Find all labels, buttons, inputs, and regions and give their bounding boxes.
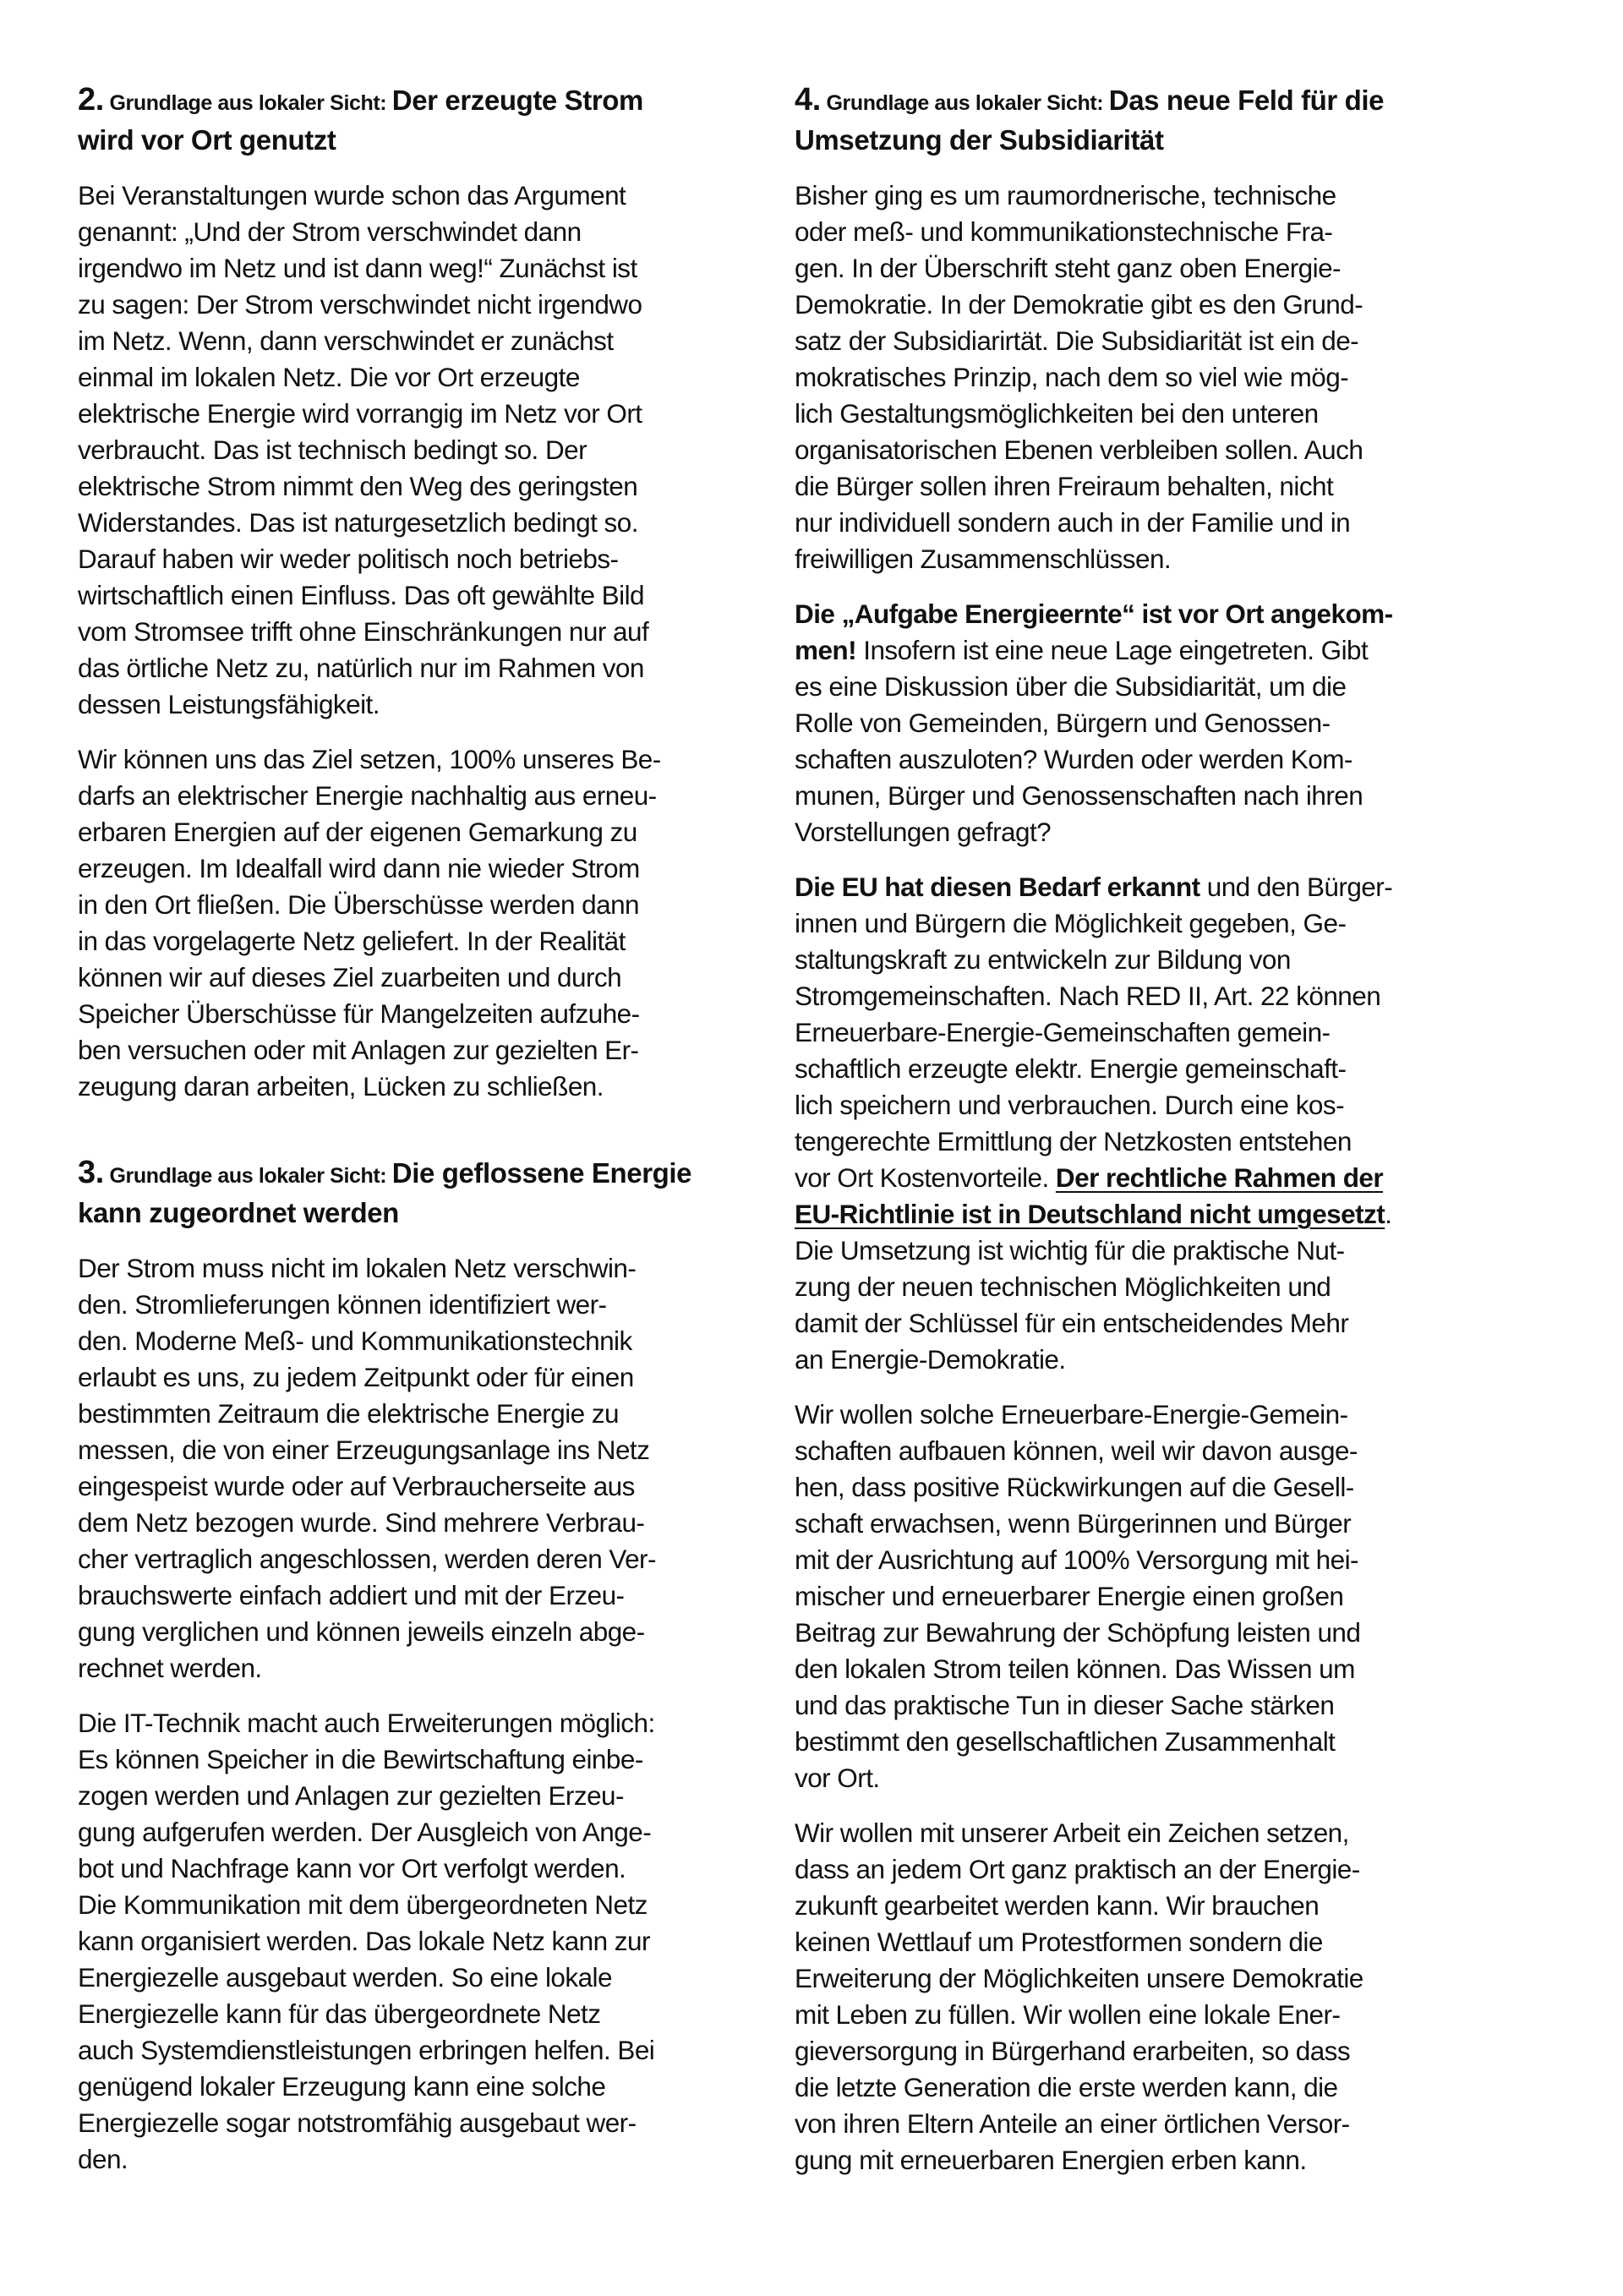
paragraph	[78, 1705, 754, 2178]
text-line: auch Systemdienstleistungen erbringen helfen. Bei	[78, 2035, 655, 2065]
section-number: 4.	[795, 82, 821, 118]
text-line: gung verglichen und können jeweils einzeln abge-	[78, 1616, 645, 1647]
text-line: gen. In der Überschrift steht ganz oben Energie-	[795, 253, 1341, 283]
text-line: lich Gestaltungsmöglichkeiten bei den unteren	[795, 398, 1319, 429]
paragraph	[795, 1397, 1496, 1796]
text-line: können wir auf dieses Ziel zuarbeiten und durch	[78, 962, 622, 992]
text-line: die Bürger sollen ihren Freiraum behalten, nicht	[795, 471, 1334, 501]
section-title: Der erzeugte Strom	[391, 85, 643, 116]
text-line: Wir wollen solche Erneuerbare-Energie-Gemein-	[795, 1399, 1348, 1430]
text-line: genügend lokaler Erzeugung kann eine solche	[78, 2071, 606, 2102]
text-line: brauchswerte einfach addiert und mit der Erzeu-	[78, 1580, 625, 1610]
text-line: erzeugen. Im Idealfall wird dann nie wieder Strom	[78, 853, 640, 883]
text-line: freiwilligen Zusammenschlüssen.	[795, 544, 1172, 574]
text-line: hen, dass positive Rückwirkungen auf die Gesell-	[795, 1472, 1354, 1502]
text-line: einmal im lokalen Netz. Die vor Ort erzeugte	[78, 362, 580, 392]
text-run: vor Ort Kostenvorteile.	[795, 1162, 1056, 1193]
text-line: elektrische Strom nimmt den Weg des geringsten	[78, 471, 638, 501]
text-line: schaftlich erzeugte elektr. Energie gemeinschaft-	[795, 1053, 1347, 1084]
text-line: schaften aufbauen können, weil wir davon ausge-	[795, 1435, 1358, 1466]
underlined-emphasis: Der rechtliche Rahmen der	[1055, 1162, 1384, 1193]
right-column	[795, 81, 1496, 2197]
text-line: erbaren Energien auf der eigenen Gemarkung zu	[78, 817, 637, 847]
text-line: zogen werden und Anlagen zur gezielten Erzeu-	[78, 1780, 624, 1811]
text-line: Die Umsetzung ist wichtig für die praktische Nut-	[795, 1235, 1345, 1266]
text-line: keinen Wettlauf um Protestformen sondern die	[795, 1927, 1323, 1957]
section-number: 2.	[78, 82, 104, 118]
text-line: vom Stromsee trifft ohne Einschränkungen nur auf	[78, 616, 649, 647]
text-line: dessen Leistungsfähigkeit.	[78, 689, 380, 719]
text-line: Vorstellungen gefragt?	[795, 817, 1052, 847]
text-run: und den Bürger-	[1199, 872, 1393, 902]
text-line: Wir können uns das Ziel setzen, 100% unseres Be-	[78, 744, 661, 774]
text-line: schaften auszuloten? Wurden oder werden Kom-	[795, 744, 1352, 774]
text-line: Darauf haben wir weder politisch noch betriebs-	[78, 544, 619, 574]
text-line: wirtschaftlich einen Einfluss. Das oft gewählte Bild	[78, 580, 644, 610]
text-line: in den Ort fließen. Die Überschüsse werden dann	[78, 889, 640, 920]
text-line: mit der Ausrichtung auf 100% Versorgung mit hei-	[795, 1544, 1358, 1575]
text-line: im Netz. Wenn, dann verschwindet er zunächst	[78, 325, 614, 356]
paragraph	[795, 1815, 1496, 2178]
text-line: Energiezelle sogar notstromfähig ausgebaut wer-	[78, 2107, 637, 2138]
paragraph	[78, 178, 754, 723]
text-line: mit Leben zu füllen. Wir wollen eine lokale Ener-	[795, 1999, 1341, 2030]
underlined-emphasis: EU-Richtlinie ist in Deutschland nicht umgesetzt	[795, 1199, 1385, 1229]
text-line: zung der neuen technischen Möglichkeiten und	[795, 1271, 1331, 1302]
text-line: Beitrag zur Bewahrung der Schöpfung leisten und	[795, 1617, 1361, 1648]
text-line: Die IT-Technik macht auch Erweiterungen möglich:	[78, 1708, 655, 1738]
paragraph-eu	[795, 869, 1496, 1378]
text-line: Rolle von Gemeinden, Bürgern und Genossen-	[795, 708, 1331, 738]
text-line: lich speichern und verbrauchen. Durch eine kos-	[795, 1090, 1345, 1120]
text-line: bestimmt den gesellschaftlichen Zusammenhalt	[795, 1726, 1336, 1757]
text-line: an Energie-Demokratie.	[795, 1344, 1066, 1375]
text-line: den.	[78, 2144, 128, 2174]
paragraph-energieernte	[795, 596, 1496, 850]
text-line: die letzte Generation die erste werden kann, die	[795, 2072, 1338, 2102]
section-title: Die geflossene Energie	[391, 1157, 692, 1189]
text-line: in das vorgelagerte Netz geliefert. In der Realität	[78, 926, 626, 956]
text-line: gung aufgerufen werden. Der Ausgleich von Ange-	[78, 1817, 652, 1847]
bold-emphasis: men!	[795, 635, 857, 665]
text-run: Insofern ist eine neue Lage eingetreten. Gibt	[856, 635, 1369, 665]
bold-emphasis: Die „Aufgabe Energieernte“ ist vor Ort angekom-	[795, 599, 1393, 629]
text-line: Energiezelle kann für das übergeordnete Netz	[78, 1998, 601, 2029]
section-title: Das neue Feld für die	[1108, 85, 1385, 116]
text-line: Erneuerbare-Energie-Gemeinschaften gemein-	[795, 1017, 1331, 1047]
text-line: elektrische Energie wird vorrangig im Netz vor Ort	[78, 398, 642, 429]
section-number: 3.	[78, 1155, 104, 1190]
text-line: cher vertraglich angeschlossen, werden deren Ver-	[78, 1544, 656, 1574]
text-line: innen und Bürgern die Möglichkeit gegeben, Ge-	[795, 908, 1347, 938]
text-line: Widerstandes. Das ist naturgesetzlich bedingt so.	[78, 507, 638, 538]
text-line: mokratisches Prinzip, nach dem so viel wie mög-	[795, 362, 1349, 392]
section-title: wird vor Ort genutzt	[78, 124, 336, 156]
paragraph	[795, 178, 1496, 577]
text-line: gieversorgung in Bürgerhand erarbeiten, so dass	[795, 2036, 1351, 2066]
text-line: und das praktische Tun in dieser Sache stärken	[795, 1690, 1335, 1720]
text-line: kann organisiert werden. Das lokale Netz kann zur	[78, 1926, 650, 1956]
paragraph	[78, 741, 754, 1105]
text-line: es eine Diskussion über die Subsidiarität, um die	[795, 671, 1347, 702]
text-line: zeugung daran arbeiten, Lücken zu schließen.	[78, 1071, 604, 1102]
text-line: den. Stromlieferungen können identifiziert wer-	[78, 1289, 607, 1320]
text-line: erlaubt es uns, zu jedem Zeitpunkt oder für einen	[78, 1362, 634, 1392]
text-line: nur individuell sondern auch in der Familie und in	[795, 507, 1351, 538]
text-line: dem Netz bezogen wurde. Sind mehrere Verbrau-	[78, 1507, 645, 1538]
text-line: Der Strom muss nicht im lokalen Netz verschwin-	[78, 1253, 637, 1283]
text-line: verbraucht. Das ist technisch bedingt so. Der	[78, 435, 587, 465]
text-line: gung mit erneuerbaren Energien erben kann.	[795, 2145, 1307, 2175]
text-line: rechnet werden.	[78, 1653, 262, 1683]
text-line: genannt: „Und der Strom verschwindet dann	[78, 216, 582, 247]
text-line: Erweiterung der Möglichkeiten unsere Demokratie	[795, 1963, 1363, 1993]
text-line: das örtliche Netz zu, natürlich nur im Rahmen von	[78, 653, 644, 683]
text-line: oder meß- und kommunikationstechnische Fra-	[795, 216, 1333, 247]
text-line: Stromgemeinschaften. Nach RED II, Art. 22 können	[795, 981, 1381, 1011]
text-line: tengerechte Ermittlung der Netzkosten entstehen	[795, 1126, 1352, 1156]
text-line: munen, Bürger und Genossenschaften nach ihren	[795, 780, 1363, 811]
section-title: Umsetzung der Subsidiarität	[795, 124, 1164, 156]
bold-emphasis: Die EU hat diesen Bedarf erkannt	[795, 872, 1200, 902]
text-line: bot und Nachfrage kann vor Ort verfolgt werden.	[78, 1853, 626, 1883]
text-line: Bisher ging es um raumordnerische, technische	[795, 180, 1336, 210]
text-line: vor Ort.	[795, 1763, 880, 1793]
text-line: satz der Subsidiarirtät. Die Subsidiarität ist ein de-	[795, 325, 1359, 356]
text-line: Energiezelle ausgebaut werden. So eine lokale	[78, 1962, 612, 1993]
text-line: Demokratie. In der Demokratie gibt es den Grund-	[795, 289, 1363, 320]
text-line: staltungskraft zu entwickeln zur Bildung von	[795, 944, 1291, 975]
section-4-heading	[795, 81, 1496, 159]
text-line: Bei Veranstaltungen wurde schon das Argument	[78, 180, 626, 210]
text-line: dass an jedem Ort ganz praktisch an der Energie-	[795, 1854, 1360, 1884]
text-line: Die Kommunikation mit dem übergeordneten Netz	[78, 1889, 648, 1920]
text-line: zukunft gearbeitet werden kann. Wir brauchen	[795, 1890, 1320, 1921]
text-line: mischer und erneuerbarer Energie einen großen	[795, 1581, 1344, 1611]
text-line: schaft erwachsen, wenn Bürgerinnen und Bürger	[795, 1508, 1352, 1539]
text-line: Wir wollen mit unserer Arbeit ein Zeichen setzen,	[795, 1818, 1349, 1848]
text-line: zu sagen: Der Strom verschwindet nicht irgendwo	[78, 289, 642, 320]
text-line: organisatorischen Ebenen verbleiben sollen. Auch	[795, 435, 1363, 465]
text-line: darfs an elektrischer Energie nachhaltig aus erneu-	[78, 780, 657, 811]
text-line: messen, die von einer Erzeugungsanlage ins Netz	[78, 1435, 650, 1465]
text-line: ben versuchen oder mit Anlagen zur gezielten Er-	[78, 1035, 639, 1065]
text-line: Es können Speicher in die Bewirtschaftung einbe-	[78, 1744, 643, 1774]
paragraph	[78, 1250, 754, 1686]
text-run: .	[1385, 1199, 1392, 1229]
text-line: Speicher Überschüsse für Mangelzeiten aufzuhe-	[78, 998, 640, 1029]
text-line: den lokalen Strom teilen können. Das Wissen um	[795, 1654, 1355, 1684]
section-prefix: Grundlage aus lokaler Sicht:	[103, 1164, 392, 1188]
section-prefix: Grundlage aus lokaler Sicht:	[820, 91, 1109, 115]
text-line: bestimmten Zeitraum die elektrische Energie zu	[78, 1398, 619, 1429]
text-line: damit der Schlüssel für ein entscheidendes Mehr	[795, 1308, 1349, 1338]
section-2-heading	[78, 81, 754, 159]
text-line: eingespeist wurde oder auf Verbraucherseite aus	[78, 1471, 635, 1501]
section-title: kann zugeordnet werden	[78, 1197, 399, 1228]
section-3-heading	[78, 1154, 754, 1232]
text-line: den. Moderne Meß- und Kommunikationstechnik	[78, 1326, 632, 1356]
text-line: von ihren Eltern Anteile an einer örtlichen Versor-	[795, 2108, 1350, 2139]
text-line: irgendwo im Netz und ist dann weg!“ Zunächst ist	[78, 253, 637, 283]
section-prefix: Grundlage aus lokaler Sicht:	[103, 91, 392, 115]
left-column	[78, 81, 754, 2196]
